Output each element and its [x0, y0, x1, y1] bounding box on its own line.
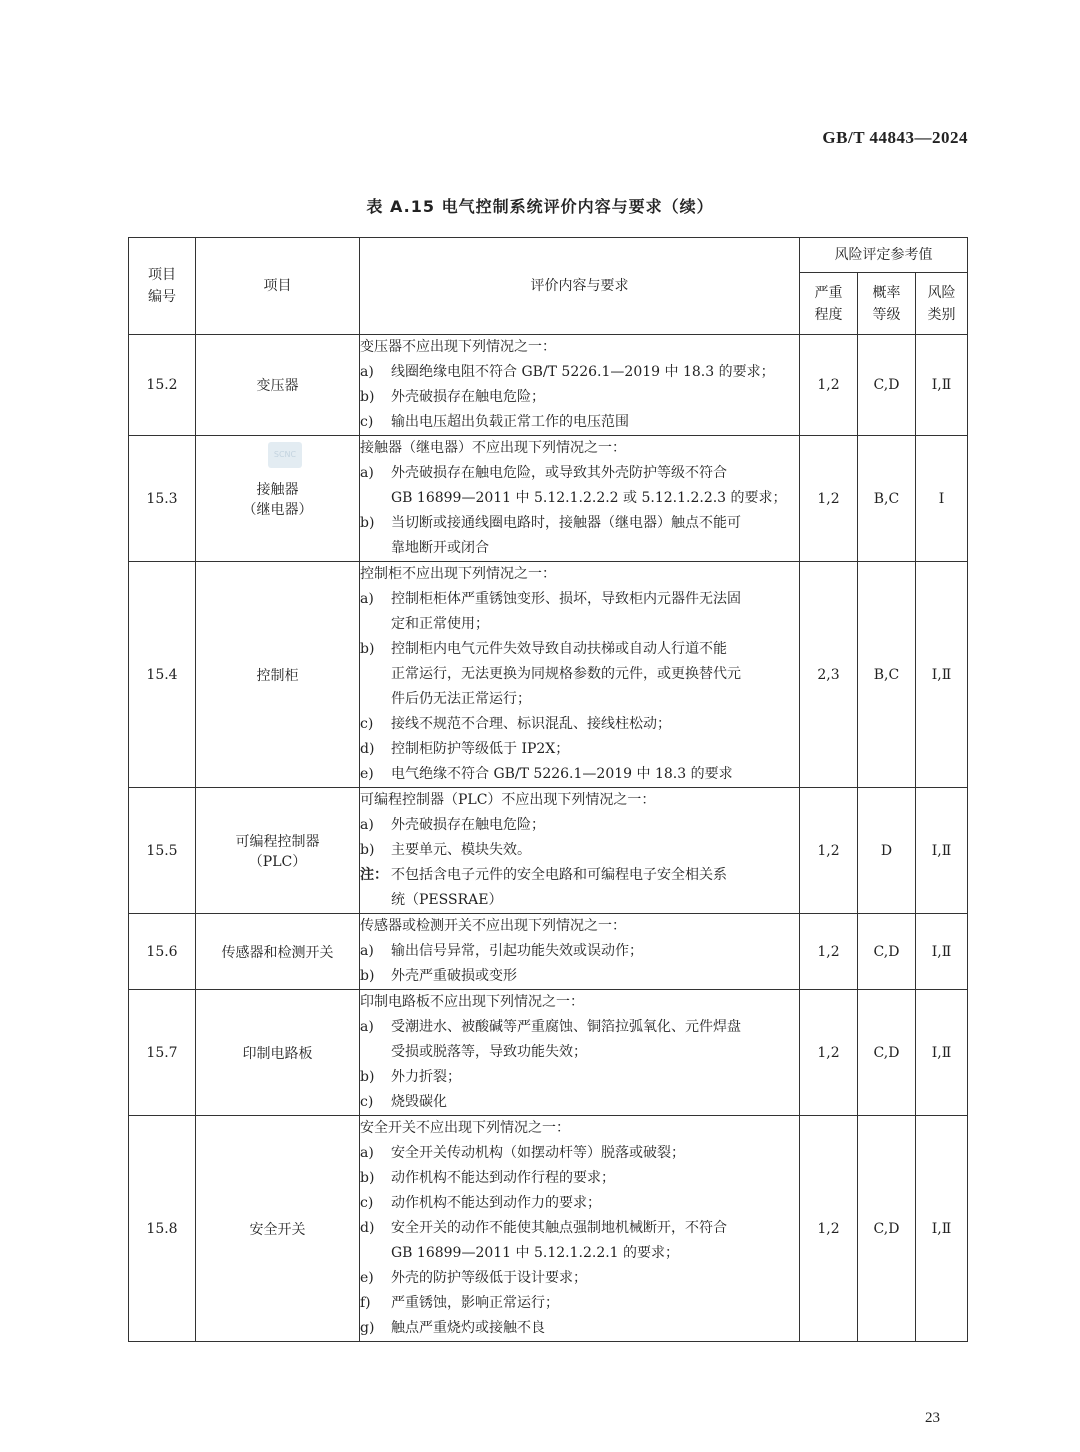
list-label: d)	[360, 1220, 375, 1236]
requirement-intro	[360, 562, 799, 587]
list-label: g)	[360, 1320, 375, 1336]
requirement-text: 动作机构不能达到动作力的要求；	[391, 1195, 601, 1211]
requirement-text: 烧毁碳化	[391, 1094, 447, 1110]
col-header-requirement: 评价内容与要求	[360, 238, 800, 335]
item-number: 15.2	[129, 335, 196, 436]
requirement-cell	[360, 436, 800, 562]
requirement-list-item	[360, 1015, 799, 1040]
list-label: a)	[360, 465, 374, 481]
requirement-text: 传感器或检测开关不应出现下列情况之一：	[360, 918, 626, 934]
requirement-cell	[360, 1116, 800, 1342]
watermark-logo: SCNC	[268, 442, 302, 468]
requirement-text: 控制柜防护等级低于 IP2X；	[391, 741, 570, 757]
probability-value: C,D	[858, 914, 916, 990]
list-label: b)	[360, 842, 375, 858]
requirement-text: 安全开关不应出现下列情况之一：	[360, 1120, 570, 1136]
requirement-text: 输出电压超出负载正常工作的电压范围	[391, 414, 629, 430]
item-name: 安全开关	[196, 1116, 360, 1342]
severity-value: 1,2	[800, 335, 858, 436]
item-name: 接触器 （继电器）	[196, 436, 360, 562]
requirement-text: 控制柜不应出现下列情况之一：	[360, 566, 556, 582]
list-label: a)	[360, 1019, 374, 1035]
requirement-list-item	[360, 1291, 799, 1316]
requirement-intro	[360, 436, 799, 461]
item-name: 变压器	[196, 335, 360, 436]
item-number: 15.3	[129, 436, 196, 562]
requirement-continuation	[360, 1040, 799, 1065]
requirement-intro	[360, 1116, 799, 1141]
risk-category-value: Ⅰ	[916, 436, 968, 562]
requirement-text: 正常运行，无法更换为同规格参数的元件，或更换替代元	[391, 666, 741, 682]
probability-value: C,D	[858, 335, 916, 436]
list-label: f)	[360, 1295, 371, 1311]
severity-value: 2,3	[800, 562, 858, 788]
risk-category-value: Ⅰ,Ⅱ	[916, 1116, 968, 1342]
requirement-list-item	[360, 964, 799, 989]
probability-value: C,D	[858, 990, 916, 1116]
requirement-text: 接线不规范不合理、标识混乱、接线柱松动；	[391, 716, 671, 732]
list-label: a)	[360, 943, 374, 959]
requirement-list-item	[360, 1316, 799, 1341]
requirement-text: 输出信号异常，引起功能失效或误动作；	[391, 943, 643, 959]
table-title: 表 A.15 电气控制系统评价内容与要求（续）	[366, 197, 714, 216]
table-row	[129, 914, 968, 990]
col-header-risk-group: 风险评定参考值	[800, 238, 968, 273]
requirement-text: 主要单元、模块失效。	[391, 842, 531, 858]
list-label: b)	[360, 968, 375, 984]
item-name: 印制电路板	[196, 990, 360, 1116]
requirement-list-item	[360, 1216, 799, 1241]
table-row	[129, 1116, 968, 1342]
requirement-text: 严重锈蚀，影响正常运行；	[391, 1295, 559, 1311]
probability-value: B,C	[858, 562, 916, 788]
risk-category-value: Ⅰ,Ⅱ	[916, 990, 968, 1116]
list-label: a)	[360, 364, 374, 380]
requirement-list-item	[360, 939, 799, 964]
list-label: b)	[360, 1069, 375, 1085]
requirement-continuation	[360, 1241, 799, 1266]
list-label: c)	[360, 1195, 374, 1211]
risk-category-value: Ⅰ,Ⅱ	[916, 788, 968, 914]
requirement-text: 控制柜柜体严重锈蚀变形、损坏，导致柜内元器件无法固	[391, 591, 741, 607]
requirement-text: 定和正常使用；	[391, 616, 489, 632]
item-name: 控制柜	[196, 562, 360, 788]
requirement-text: 受潮进水、被酸碱等严重腐蚀、铜箔拉弧氧化、元件焊盘	[391, 1019, 741, 1035]
list-label: b)	[360, 641, 375, 657]
requirement-text: 安全开关的动作不能使其触点强制地机械断开，不符合	[391, 1220, 727, 1236]
requirement-text: 线圈绝缘电阻不符合 GB/T 5226.1—2019 中 18.3 的要求；	[391, 364, 775, 380]
item-number: 15.6	[129, 914, 196, 990]
requirement-list-item	[360, 1141, 799, 1166]
requirement-intro	[360, 914, 799, 939]
probability-value: B,C	[858, 436, 916, 562]
requirement-continuation	[360, 612, 799, 637]
severity-value: 1,2	[800, 1116, 858, 1342]
requirement-text: 统（PESSRAE）	[391, 892, 503, 908]
standard-code: GB/T 44843—2024	[822, 128, 968, 147]
severity-value: 1,2	[800, 788, 858, 914]
probability-value: D	[858, 788, 916, 914]
requirement-intro	[360, 335, 799, 360]
requirement-text: 变压器不应出现下列情况之一：	[360, 339, 556, 355]
requirement-cell	[360, 562, 800, 788]
requirement-list-item	[360, 813, 799, 838]
col-header-item: 项目	[196, 238, 360, 335]
list-label: a)	[360, 1145, 374, 1161]
requirement-list-item	[360, 511, 799, 536]
table-row	[129, 335, 968, 436]
requirement-list-item	[360, 637, 799, 662]
list-label: c)	[360, 1094, 374, 1110]
requirement-text: 接触器（继电器）不应出现下列情况之一：	[360, 440, 626, 456]
risk-category-value: Ⅰ,Ⅱ	[916, 914, 968, 990]
list-label: a)	[360, 817, 374, 833]
requirement-list-item	[360, 461, 799, 486]
page-number: 23	[925, 1410, 940, 1426]
requirement-continuation	[360, 536, 799, 561]
item-name: 可编程控制器 （PLC）	[196, 788, 360, 914]
requirement-text: 件后仍无法正常运行；	[391, 691, 531, 707]
note-label: 注：	[360, 867, 388, 883]
requirement-list-item	[360, 1090, 799, 1115]
col-header-probability: 概率 等级	[858, 273, 916, 335]
requirement-list-item	[360, 838, 799, 863]
requirement-text: 触点严重烧灼或接触不良	[391, 1320, 545, 1336]
table-row	[129, 562, 968, 788]
list-label: b)	[360, 389, 375, 405]
requirement-list-item	[360, 712, 799, 737]
requirement-list-item	[360, 1065, 799, 1090]
requirement-list-item	[360, 762, 799, 787]
requirement-cell	[360, 335, 800, 436]
evaluation-table	[128, 237, 968, 1342]
requirement-list-item	[360, 737, 799, 762]
requirement-cell	[360, 914, 800, 990]
requirement-text: 动作机构不能达到动作行程的要求；	[391, 1170, 615, 1186]
list-label: c)	[360, 414, 374, 430]
col-header-risk-category: 风险 类别	[916, 273, 968, 335]
item-number: 15.7	[129, 990, 196, 1116]
requirement-text: 外力折裂；	[391, 1069, 461, 1085]
requirement-text: 控制柜内电气元件失效导致自动扶梯或自动人行道不能	[391, 641, 727, 657]
table-row	[129, 788, 968, 914]
requirement-intro	[360, 788, 799, 813]
requirement-continuation	[360, 888, 799, 913]
requirement-continuation	[360, 662, 799, 687]
item-number: 15.8	[129, 1116, 196, 1342]
severity-value: 1,2	[800, 436, 858, 562]
list-label: e)	[360, 1270, 374, 1286]
item-name: 传感器和检测开关	[196, 914, 360, 990]
requirement-list-item	[360, 587, 799, 612]
probability-value: C,D	[858, 1116, 916, 1342]
requirement-text: 外壳破损存在触电危险，或导致其外壳防护等级不符合	[391, 465, 727, 481]
requirement-cell	[360, 788, 800, 914]
col-header-severity: 严重 程度	[800, 273, 858, 335]
requirement-text: 外壳的防护等级低于设计要求；	[391, 1270, 587, 1286]
requirement-text: GB 16899—2011 中 5.12.1.2.2.2 或 5.12.1.2.2.3 的要求；	[391, 490, 787, 506]
list-label: b)	[360, 1170, 375, 1186]
requirement-list-item	[360, 385, 799, 410]
requirement-text: 外壳严重破损或变形	[391, 968, 517, 984]
requirement-list-item	[360, 863, 799, 888]
requirement-intro	[360, 990, 799, 1015]
risk-category-value: Ⅰ,Ⅱ	[916, 562, 968, 788]
list-label: c)	[360, 716, 374, 732]
severity-value: 1,2	[800, 990, 858, 1116]
risk-category-value: Ⅰ,Ⅱ	[916, 335, 968, 436]
requirement-text: 电气绝缘不符合 GB/T 5226.1—2019 中 18.3 的要求	[391, 766, 733, 782]
requirement-text: 受损或脱落等，导致功能失效；	[391, 1044, 587, 1060]
requirement-text: 不包括含电子元件的安全电路和可编程电子安全相关系	[391, 867, 727, 883]
list-label: d)	[360, 741, 375, 757]
list-label: b)	[360, 515, 375, 531]
requirement-list-item	[360, 1166, 799, 1191]
requirement-text: 外壳破损存在触电危险；	[391, 817, 545, 833]
requirement-text: 当切断或接通线圈电路时，接触器（继电器）触点不能可	[391, 515, 741, 531]
requirement-continuation	[360, 486, 799, 511]
col-header-item-no: 项目 编号	[129, 238, 196, 335]
requirement-text: 可编程控制器（PLC）不应出现下列情况之一：	[360, 792, 656, 808]
requirement-text: 外壳破损存在触电危险；	[391, 389, 545, 405]
requirement-cell	[360, 990, 800, 1116]
list-label: a)	[360, 591, 374, 607]
table-row	[129, 436, 968, 562]
list-label: e)	[360, 766, 374, 782]
requirement-text: 靠地断开或闭合	[391, 540, 489, 556]
requirement-list-item	[360, 1191, 799, 1216]
requirement-continuation	[360, 687, 799, 712]
requirement-list-item	[360, 1266, 799, 1291]
item-number: 15.5	[129, 788, 196, 914]
item-number: 15.4	[129, 562, 196, 788]
severity-value: 1,2	[800, 914, 858, 990]
table-row	[129, 990, 968, 1116]
requirement-text: 安全开关传动机构（如摆动杆等）脱落或破裂；	[391, 1145, 685, 1161]
requirement-list-item	[360, 360, 799, 385]
requirement-text: GB 16899—2011 中 5.12.1.2.2.1 的要求；	[391, 1245, 680, 1261]
requirement-list-item	[360, 410, 799, 435]
requirement-text: 印制电路板不应出现下列情况之一：	[360, 994, 584, 1010]
